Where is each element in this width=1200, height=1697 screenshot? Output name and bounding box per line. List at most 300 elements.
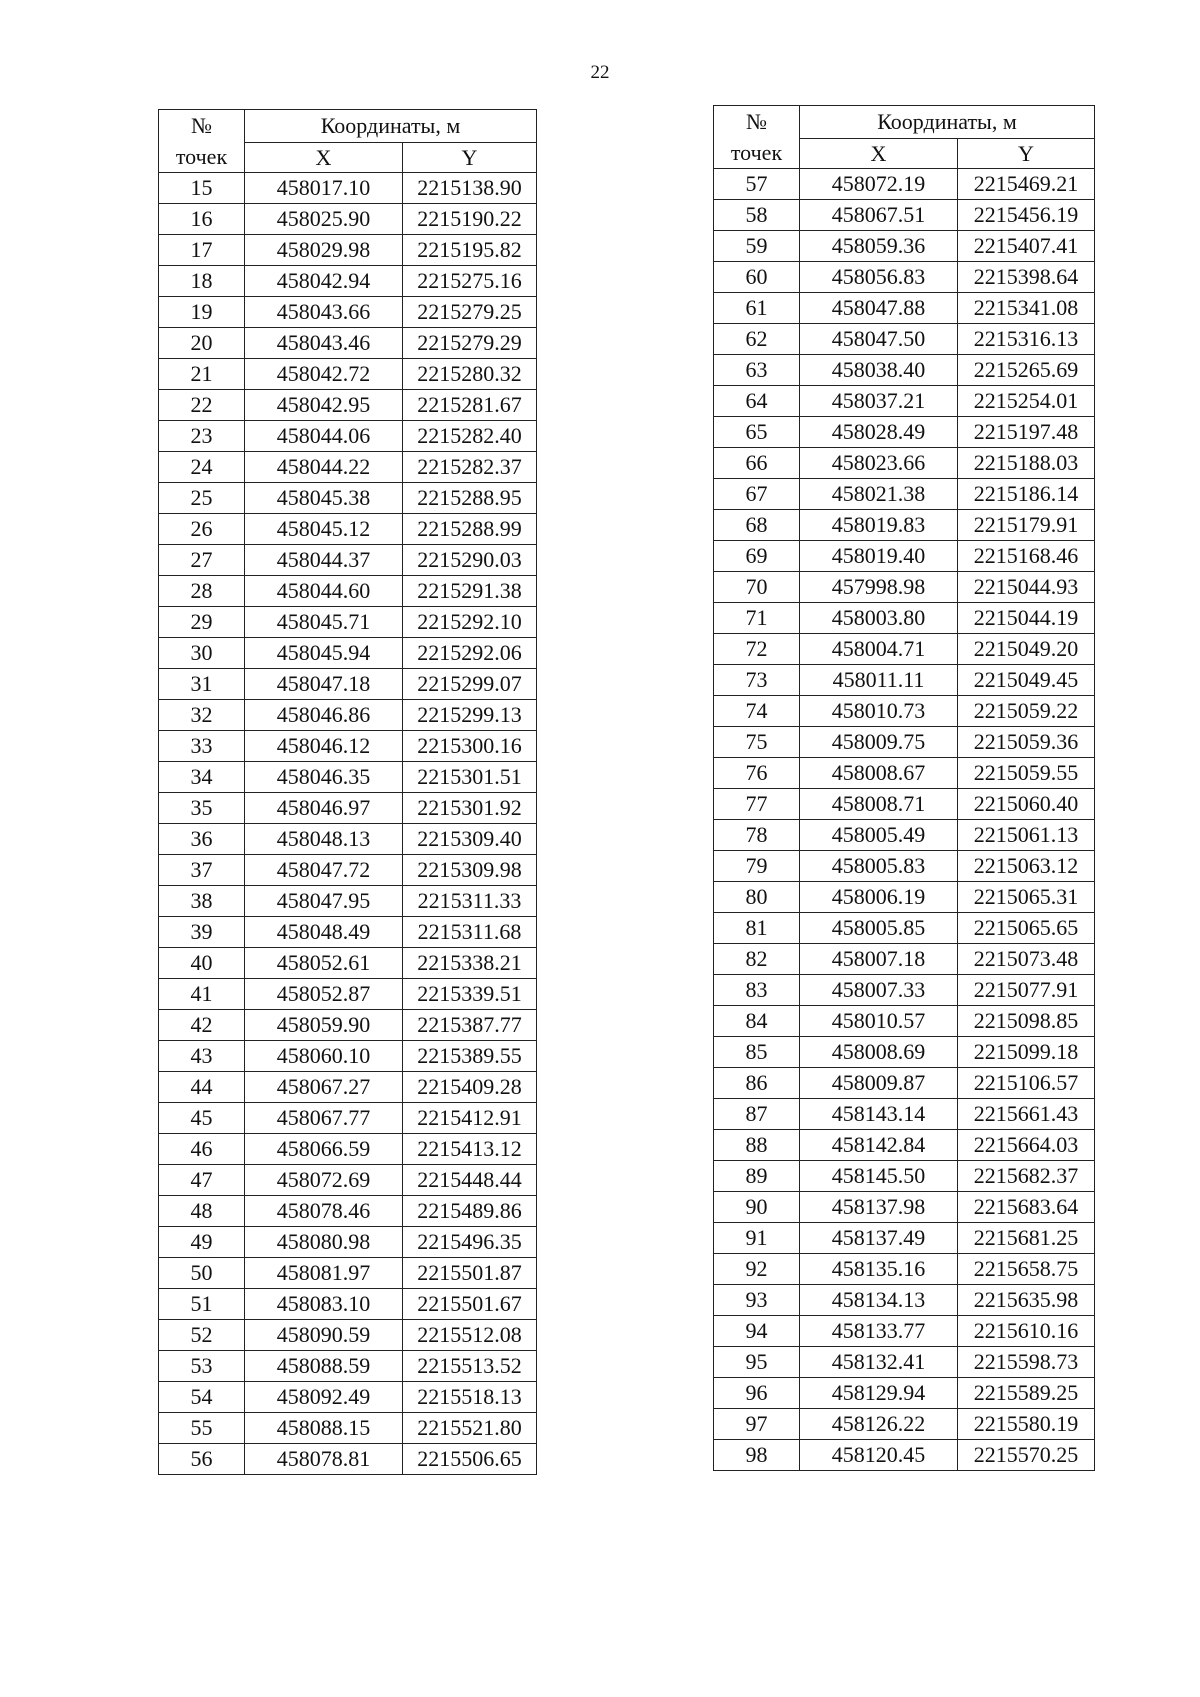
table-row xyxy=(159,421,537,452)
y-coordinate-cell: 2215049.20 xyxy=(958,634,1095,665)
point-number-cell: 69 xyxy=(714,541,800,572)
x-coordinate-cell: 458008.69 xyxy=(800,1037,958,1068)
y-coordinate-cell: 2215077.91 xyxy=(958,975,1095,1006)
y-coordinate-cell: 2215635.98 xyxy=(958,1285,1095,1316)
point-number-cell: 30 xyxy=(159,638,245,669)
x-coordinate-cell: 458080.98 xyxy=(245,1227,403,1258)
table-row xyxy=(159,390,537,421)
y-coordinate-cell: 2215279.25 xyxy=(403,297,537,328)
y-coordinate-cell: 2215265.69 xyxy=(958,355,1095,386)
table-row xyxy=(159,1010,537,1041)
y-coordinate-cell: 2215598.73 xyxy=(958,1347,1095,1378)
y-coordinate-cell: 2215589.25 xyxy=(958,1378,1095,1409)
table-row xyxy=(159,1258,537,1289)
x-coordinate-cell: 458088.15 xyxy=(245,1413,403,1444)
x-coordinate-cell: 458007.18 xyxy=(800,944,958,975)
point-number-cell: 80 xyxy=(714,882,800,913)
table-row xyxy=(159,1072,537,1103)
table-row xyxy=(159,328,537,359)
table-row xyxy=(159,452,537,483)
table-row xyxy=(159,1165,537,1196)
table-row xyxy=(714,510,1095,541)
table-row xyxy=(159,948,537,979)
y-column-header: Y xyxy=(958,138,1095,168)
y-coordinate-cell: 2215049.45 xyxy=(958,665,1095,696)
x-coordinate-cell: 458017.10 xyxy=(245,173,403,204)
x-coordinate-cell: 458052.87 xyxy=(245,979,403,1010)
table-row xyxy=(159,793,537,824)
table-row xyxy=(714,727,1095,758)
y-coordinate-cell: 2215580.19 xyxy=(958,1409,1095,1440)
point-number-cell: 41 xyxy=(159,979,245,1010)
x-coordinate-cell: 458044.60 xyxy=(245,576,403,607)
x-coordinate-cell: 458072.69 xyxy=(245,1165,403,1196)
table-row xyxy=(714,1285,1095,1316)
x-coordinate-cell: 458005.49 xyxy=(800,820,958,851)
table-row xyxy=(159,297,537,328)
table-row xyxy=(714,262,1095,293)
y-coordinate-cell: 2215299.13 xyxy=(403,700,537,731)
table-row xyxy=(714,634,1095,665)
x-coordinate-cell: 458145.50 xyxy=(800,1161,958,1192)
x-coordinate-cell: 458047.72 xyxy=(245,855,403,886)
x-coordinate-cell: 458008.71 xyxy=(800,789,958,820)
y-coordinate-cell: 2215299.07 xyxy=(403,669,537,700)
points-label: точек xyxy=(175,144,228,169)
point-number-cell: 70 xyxy=(714,572,800,603)
y-coordinate-cell: 2215059.55 xyxy=(958,758,1095,789)
x-coordinate-cell: 458028.49 xyxy=(800,417,958,448)
y-coordinate-cell: 2215398.64 xyxy=(958,262,1095,293)
x-coordinate-cell: 458143.14 xyxy=(800,1099,958,1130)
table-row xyxy=(714,1161,1095,1192)
x-coordinate-cell: 458042.94 xyxy=(245,266,403,297)
table-row xyxy=(159,266,537,297)
point-number-cell: 36 xyxy=(159,824,245,855)
table-row xyxy=(714,324,1095,355)
x-coordinate-cell: 458059.90 xyxy=(245,1010,403,1041)
x-coordinate-cell: 458047.95 xyxy=(245,886,403,917)
y-coordinate-cell: 2215254.01 xyxy=(958,386,1095,417)
point-number-cell: 74 xyxy=(714,696,800,727)
point-number-cell: 82 xyxy=(714,944,800,975)
point-number-cell: 67 xyxy=(714,479,800,510)
x-coordinate-cell: 458037.21 xyxy=(800,386,958,417)
table-row xyxy=(714,1409,1095,1440)
point-number-cell: 39 xyxy=(159,917,245,948)
table-row xyxy=(714,820,1095,851)
x-coordinate-cell: 458021.38 xyxy=(800,479,958,510)
coordinates-table-left xyxy=(158,109,537,1475)
x-coordinate-cell: 458129.94 xyxy=(800,1378,958,1409)
table-row xyxy=(159,1103,537,1134)
x-coordinate-cell: 458045.38 xyxy=(245,483,403,514)
y-coordinate-cell: 2215448.44 xyxy=(403,1165,537,1196)
x-column-header: X xyxy=(245,142,403,172)
y-coordinate-cell: 2215098.85 xyxy=(958,1006,1095,1037)
table-row xyxy=(714,200,1095,231)
point-number-cell: 48 xyxy=(159,1196,245,1227)
point-number-cell: 59 xyxy=(714,231,800,262)
x-coordinate-cell: 458046.12 xyxy=(245,731,403,762)
point-number-cell: 45 xyxy=(159,1103,245,1134)
x-coordinate-cell: 458133.77 xyxy=(800,1316,958,1347)
x-coordinate-cell: 458083.10 xyxy=(245,1289,403,1320)
table-row xyxy=(159,483,537,514)
y-column-header: Y xyxy=(403,142,537,172)
table-row xyxy=(714,386,1095,417)
y-coordinate-cell: 2215501.67 xyxy=(403,1289,537,1320)
table-row xyxy=(159,855,537,886)
table-row xyxy=(159,1134,537,1165)
table-row xyxy=(159,204,537,235)
y-coordinate-cell: 2215300.16 xyxy=(403,731,537,762)
x-coordinate-cell: 458044.06 xyxy=(245,421,403,452)
point-number-cell: 42 xyxy=(159,1010,245,1041)
x-coordinate-cell: 458046.97 xyxy=(245,793,403,824)
table-row xyxy=(159,545,537,576)
x-coordinate-cell: 457998.98 xyxy=(800,572,958,603)
table-row xyxy=(714,758,1095,789)
point-number-header xyxy=(714,106,800,169)
point-number-cell: 37 xyxy=(159,855,245,886)
y-coordinate-cell: 2215280.32 xyxy=(403,359,537,390)
point-number-cell: 16 xyxy=(159,204,245,235)
x-coordinate-cell: 458060.10 xyxy=(245,1041,403,1072)
y-coordinate-cell: 2215341.08 xyxy=(958,293,1095,324)
x-coordinate-cell: 458023.66 xyxy=(800,448,958,479)
point-number-cell: 46 xyxy=(159,1134,245,1165)
x-coordinate-cell: 458047.50 xyxy=(800,324,958,355)
x-coordinate-cell: 458137.49 xyxy=(800,1223,958,1254)
y-coordinate-cell: 2215681.25 xyxy=(958,1223,1095,1254)
table-row xyxy=(714,913,1095,944)
table-row xyxy=(159,1320,537,1351)
y-coordinate-cell: 2215059.22 xyxy=(958,696,1095,727)
coordinates-header: Координаты, м xyxy=(800,106,1095,139)
number-sign-label: № xyxy=(746,109,767,134)
y-coordinate-cell: 2215292.06 xyxy=(403,638,537,669)
point-number-cell: 47 xyxy=(159,1165,245,1196)
point-number-cell: 75 xyxy=(714,727,800,758)
y-coordinate-cell: 2215469.21 xyxy=(958,169,1095,200)
y-coordinate-cell: 2215512.08 xyxy=(403,1320,537,1351)
y-coordinate-cell: 2215197.48 xyxy=(958,417,1095,448)
y-coordinate-cell: 2215044.19 xyxy=(958,603,1095,634)
y-coordinate-cell: 2215290.03 xyxy=(403,545,537,576)
point-number-cell: 23 xyxy=(159,421,245,452)
y-coordinate-cell: 2215279.29 xyxy=(403,328,537,359)
y-coordinate-cell: 2215682.37 xyxy=(958,1161,1095,1192)
table-row xyxy=(714,231,1095,262)
y-coordinate-cell: 2215309.98 xyxy=(403,855,537,886)
x-coordinate-cell: 458009.87 xyxy=(800,1068,958,1099)
table-row xyxy=(159,762,537,793)
y-coordinate-cell: 2215288.95 xyxy=(403,483,537,514)
y-coordinate-cell: 2215060.40 xyxy=(958,789,1095,820)
y-coordinate-cell: 2215186.14 xyxy=(958,479,1095,510)
y-coordinate-cell: 2215658.75 xyxy=(958,1254,1095,1285)
x-coordinate-cell: 458046.35 xyxy=(245,762,403,793)
point-number-cell: 62 xyxy=(714,324,800,355)
point-number-cell: 49 xyxy=(159,1227,245,1258)
x-coordinate-cell: 458009.75 xyxy=(800,727,958,758)
x-coordinate-cell: 458045.12 xyxy=(245,514,403,545)
point-number-cell: 43 xyxy=(159,1041,245,1072)
table-row xyxy=(714,665,1095,696)
point-number-cell: 73 xyxy=(714,665,800,696)
y-coordinate-cell: 2215506.65 xyxy=(403,1444,537,1475)
y-coordinate-cell: 2215518.13 xyxy=(403,1382,537,1413)
x-coordinate-cell: 458120.45 xyxy=(800,1440,958,1471)
point-number-cell: 89 xyxy=(714,1161,800,1192)
point-number-cell: 86 xyxy=(714,1068,800,1099)
table-row xyxy=(714,1223,1095,1254)
point-number-cell: 17 xyxy=(159,235,245,266)
table-row xyxy=(159,1351,537,1382)
x-coordinate-cell: 458003.80 xyxy=(800,603,958,634)
y-coordinate-cell: 2215195.82 xyxy=(403,235,537,266)
x-coordinate-cell: 458044.22 xyxy=(245,452,403,483)
y-coordinate-cell: 2215311.33 xyxy=(403,886,537,917)
x-coordinate-cell: 458088.59 xyxy=(245,1351,403,1382)
y-coordinate-cell: 2215188.03 xyxy=(958,448,1095,479)
y-coordinate-cell: 2215496.35 xyxy=(403,1227,537,1258)
table-row xyxy=(159,576,537,607)
point-number-cell: 64 xyxy=(714,386,800,417)
point-number-cell: 83 xyxy=(714,975,800,1006)
table-row xyxy=(714,448,1095,479)
x-coordinate-cell: 458059.36 xyxy=(800,231,958,262)
x-coordinate-cell: 458078.46 xyxy=(245,1196,403,1227)
table-row xyxy=(714,603,1095,634)
y-coordinate-cell: 2215412.91 xyxy=(403,1103,537,1134)
point-number-cell: 93 xyxy=(714,1285,800,1316)
point-number-cell: 63 xyxy=(714,355,800,386)
point-number-cell: 87 xyxy=(714,1099,800,1130)
page-number: 22 xyxy=(590,62,610,83)
y-coordinate-cell: 2215291.38 xyxy=(403,576,537,607)
y-coordinate-cell: 2215106.57 xyxy=(958,1068,1095,1099)
x-coordinate-cell: 458047.88 xyxy=(800,293,958,324)
table-row xyxy=(159,1289,537,1320)
table-row xyxy=(714,882,1095,913)
x-coordinate-cell: 458052.61 xyxy=(245,948,403,979)
table-row xyxy=(714,417,1095,448)
y-coordinate-cell: 2215063.12 xyxy=(958,851,1095,882)
y-coordinate-cell: 2215073.48 xyxy=(958,944,1095,975)
y-coordinate-cell: 2215338.21 xyxy=(403,948,537,979)
y-coordinate-cell: 2215168.46 xyxy=(958,541,1095,572)
table-row xyxy=(159,173,537,204)
y-coordinate-cell: 2215292.10 xyxy=(403,607,537,638)
y-coordinate-cell: 2215282.40 xyxy=(403,421,537,452)
y-coordinate-cell: 2215387.77 xyxy=(403,1010,537,1041)
y-coordinate-cell: 2215059.36 xyxy=(958,727,1095,758)
y-coordinate-cell: 2215311.68 xyxy=(403,917,537,948)
y-coordinate-cell: 2215664.03 xyxy=(958,1130,1095,1161)
point-number-cell: 33 xyxy=(159,731,245,762)
table-row xyxy=(159,979,537,1010)
table-row xyxy=(714,1347,1095,1378)
y-coordinate-cell: 2215489.86 xyxy=(403,1196,537,1227)
point-number-cell: 44 xyxy=(159,1072,245,1103)
y-coordinate-cell: 2215190.22 xyxy=(403,204,537,235)
table-row xyxy=(714,541,1095,572)
table-row xyxy=(714,479,1095,510)
table-row xyxy=(159,1227,537,1258)
point-number-cell: 24 xyxy=(159,452,245,483)
x-coordinate-cell: 458067.77 xyxy=(245,1103,403,1134)
x-coordinate-cell: 458135.16 xyxy=(800,1254,958,1285)
point-number-cell: 60 xyxy=(714,262,800,293)
x-coordinate-cell: 458019.40 xyxy=(800,541,958,572)
y-coordinate-cell: 2215570.25 xyxy=(958,1440,1095,1471)
x-coordinate-cell: 458067.51 xyxy=(800,200,958,231)
table-row xyxy=(714,851,1095,882)
x-coordinate-cell: 458038.40 xyxy=(800,355,958,386)
y-coordinate-cell: 2215288.99 xyxy=(403,514,537,545)
point-number-cell: 90 xyxy=(714,1192,800,1223)
table-row xyxy=(159,1413,537,1444)
x-coordinate-cell: 458010.57 xyxy=(800,1006,958,1037)
table-row xyxy=(159,514,537,545)
point-number-cell: 55 xyxy=(159,1413,245,1444)
y-coordinate-cell: 2215275.16 xyxy=(403,266,537,297)
coordinates-table-right xyxy=(713,105,1095,1471)
x-coordinate-cell: 458134.13 xyxy=(800,1285,958,1316)
point-number-cell: 18 xyxy=(159,266,245,297)
x-coordinate-cell: 458044.37 xyxy=(245,545,403,576)
table-row xyxy=(714,1254,1095,1285)
x-coordinate-cell: 458132.41 xyxy=(800,1347,958,1378)
point-number-cell: 76 xyxy=(714,758,800,789)
x-coordinate-cell: 458019.83 xyxy=(800,510,958,541)
x-coordinate-cell: 458005.83 xyxy=(800,851,958,882)
point-number-cell: 56 xyxy=(159,1444,245,1475)
x-coordinate-cell: 458010.73 xyxy=(800,696,958,727)
point-number-cell: 50 xyxy=(159,1258,245,1289)
table-row xyxy=(159,1382,537,1413)
point-number-cell: 35 xyxy=(159,793,245,824)
x-coordinate-cell: 458043.66 xyxy=(245,297,403,328)
point-number-cell: 31 xyxy=(159,669,245,700)
y-coordinate-cell: 2215179.91 xyxy=(958,510,1095,541)
x-coordinate-cell: 458078.81 xyxy=(245,1444,403,1475)
y-coordinate-cell: 2215309.40 xyxy=(403,824,537,855)
point-number-cell: 95 xyxy=(714,1347,800,1378)
y-coordinate-cell: 2215301.92 xyxy=(403,793,537,824)
x-coordinate-cell: 458048.49 xyxy=(245,917,403,948)
table-row xyxy=(159,1444,537,1475)
x-coordinate-cell: 458142.84 xyxy=(800,1130,958,1161)
table-row xyxy=(714,1130,1095,1161)
table-row xyxy=(714,293,1095,324)
table-row xyxy=(714,572,1095,603)
y-coordinate-cell: 2215501.87 xyxy=(403,1258,537,1289)
table-row xyxy=(159,700,537,731)
point-number-cell: 96 xyxy=(714,1378,800,1409)
point-number-cell: 52 xyxy=(159,1320,245,1351)
point-number-cell: 38 xyxy=(159,886,245,917)
point-number-cell: 97 xyxy=(714,1409,800,1440)
point-number-cell: 65 xyxy=(714,417,800,448)
y-coordinate-cell: 2215521.80 xyxy=(403,1413,537,1444)
y-coordinate-cell: 2215407.41 xyxy=(958,231,1095,262)
point-number-cell: 88 xyxy=(714,1130,800,1161)
point-number-cell: 22 xyxy=(159,390,245,421)
x-coordinate-cell: 458029.98 xyxy=(245,235,403,266)
x-coordinate-cell: 458004.71 xyxy=(800,634,958,665)
x-coordinate-cell: 458048.13 xyxy=(245,824,403,855)
coordinates-header: Координаты, м xyxy=(245,110,537,143)
x-coordinate-cell: 458046.86 xyxy=(245,700,403,731)
x-coordinate-cell: 458067.27 xyxy=(245,1072,403,1103)
point-number-cell: 19 xyxy=(159,297,245,328)
y-coordinate-cell: 2215339.51 xyxy=(403,979,537,1010)
table-body xyxy=(714,169,1095,1471)
y-coordinate-cell: 2215061.13 xyxy=(958,820,1095,851)
y-coordinate-cell: 2215301.51 xyxy=(403,762,537,793)
table-row xyxy=(159,917,537,948)
point-number-cell: 85 xyxy=(714,1037,800,1068)
point-number-cell: 94 xyxy=(714,1316,800,1347)
table-row xyxy=(714,1099,1095,1130)
point-number-cell: 32 xyxy=(159,700,245,731)
y-coordinate-cell: 2215389.55 xyxy=(403,1041,537,1072)
point-number-cell: 25 xyxy=(159,483,245,514)
x-coordinate-cell: 458042.72 xyxy=(245,359,403,390)
x-coordinate-cell: 458072.19 xyxy=(800,169,958,200)
y-coordinate-cell: 2215044.93 xyxy=(958,572,1095,603)
point-number-cell: 81 xyxy=(714,913,800,944)
table-row xyxy=(714,1068,1095,1099)
table-row xyxy=(714,1440,1095,1471)
table-row xyxy=(159,607,537,638)
table-row xyxy=(714,789,1095,820)
table-row xyxy=(159,824,537,855)
point-number-cell: 92 xyxy=(714,1254,800,1285)
point-number-cell: 66 xyxy=(714,448,800,479)
point-number-cell: 78 xyxy=(714,820,800,851)
point-number-header xyxy=(159,110,245,173)
table-row xyxy=(714,944,1095,975)
y-coordinate-cell: 2215065.31 xyxy=(958,882,1095,913)
x-coordinate-cell: 458045.71 xyxy=(245,607,403,638)
table-body xyxy=(159,173,537,1475)
point-number-cell: 21 xyxy=(159,359,245,390)
table-row xyxy=(714,975,1095,1006)
table-row xyxy=(714,355,1095,386)
point-number-cell: 84 xyxy=(714,1006,800,1037)
y-coordinate-cell: 2215413.12 xyxy=(403,1134,537,1165)
point-number-cell: 77 xyxy=(714,789,800,820)
table-row xyxy=(714,1006,1095,1037)
x-coordinate-cell: 458056.83 xyxy=(800,262,958,293)
x-coordinate-cell: 458043.46 xyxy=(245,328,403,359)
point-number-cell: 57 xyxy=(714,169,800,200)
table-row xyxy=(714,1378,1095,1409)
point-number-cell: 68 xyxy=(714,510,800,541)
y-coordinate-cell: 2215316.13 xyxy=(958,324,1095,355)
point-number-cell: 54 xyxy=(159,1382,245,1413)
table-row xyxy=(714,1316,1095,1347)
point-number-cell: 26 xyxy=(159,514,245,545)
point-number-cell: 28 xyxy=(159,576,245,607)
y-coordinate-cell: 2215456.19 xyxy=(958,200,1095,231)
point-number-cell: 58 xyxy=(714,200,800,231)
x-coordinate-cell: 458005.85 xyxy=(800,913,958,944)
